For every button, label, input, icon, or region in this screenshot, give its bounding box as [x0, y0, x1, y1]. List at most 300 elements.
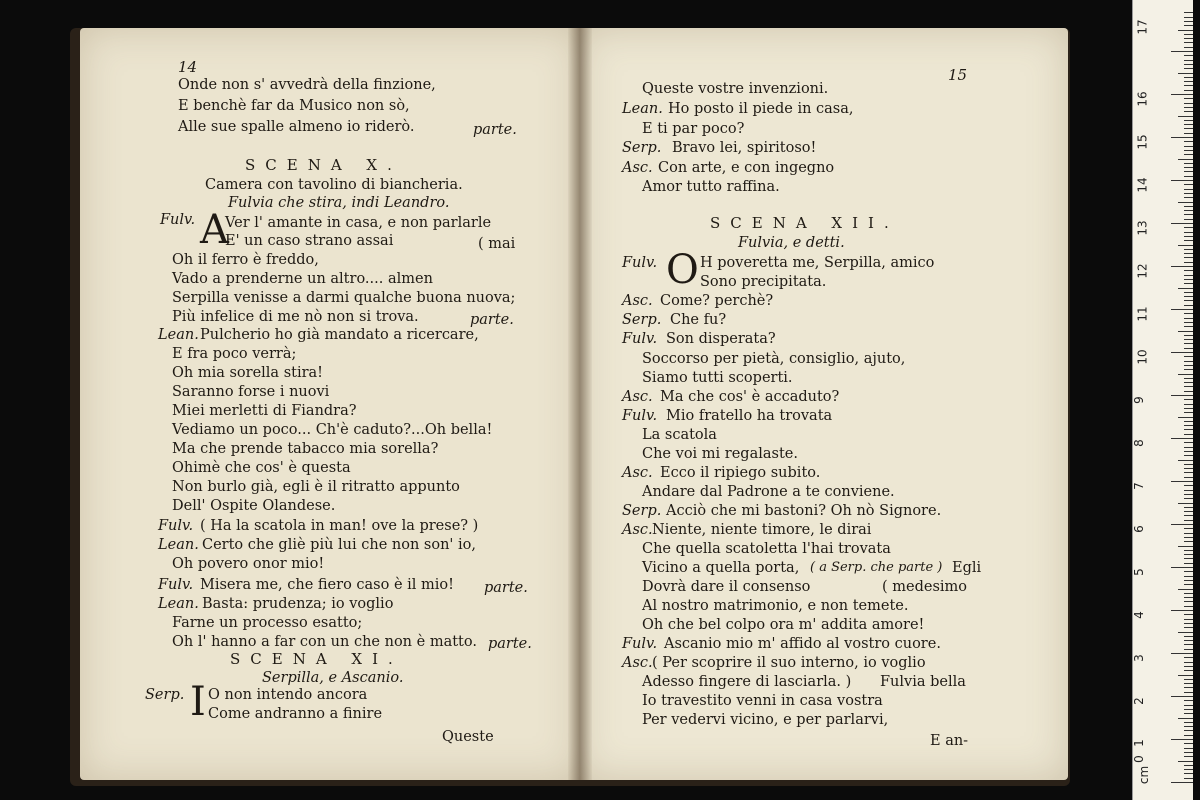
- ruler-tick: [1184, 34, 1193, 35]
- ruler-tick: [1184, 262, 1193, 263]
- text-line: Sono precipitata.: [700, 274, 827, 290]
- ruler-tick: [1184, 541, 1193, 542]
- stage-direction: ( a Serp. che parte ): [810, 560, 943, 575]
- ruler-tick: [1184, 17, 1193, 18]
- text-line: Alle sue spalle almeno io riderò.: [178, 119, 415, 135]
- ruler-tick: [1178, 589, 1193, 590]
- speaker-label: Serp.: [622, 140, 662, 156]
- ruler-tick: [1184, 318, 1193, 319]
- ruler-tick: [1184, 606, 1193, 607]
- ruler-tick: [1184, 498, 1193, 499]
- ruler-tick: [1184, 700, 1193, 701]
- ruler-tick: [1184, 305, 1193, 306]
- ruler-tick: [1184, 679, 1193, 680]
- left-page: [80, 28, 580, 780]
- text-line: Oh l' hanno a far con un che non è matto.: [172, 634, 477, 650]
- ruler-tick: [1184, 576, 1193, 577]
- drop-capital: A: [200, 207, 229, 253]
- ruler-tick: [1178, 546, 1193, 547]
- ruler-number: 13: [1135, 220, 1150, 236]
- drop-capital: I: [190, 679, 206, 725]
- ruler-tick: [1184, 477, 1193, 478]
- text-line: Siamo tutti scoperti.: [642, 370, 793, 386]
- text-line: Bravo lei, spiritoso!: [672, 140, 817, 156]
- ruler-tick: [1184, 399, 1193, 400]
- scene-characters: Fulvia, e detti.: [738, 235, 845, 251]
- scene-characters: Fulvia che stira, indi Leandro.: [228, 195, 450, 211]
- text-line: Ver l' amante in casa, e non parlarle: [225, 215, 492, 231]
- text-line: Misera me, che fiero caso è il mio!: [200, 577, 454, 593]
- ruler-tick: [1184, 404, 1193, 405]
- ruler-tick: [1184, 163, 1193, 164]
- ruler-tick: [1184, 528, 1193, 529]
- ruler-tick: [1184, 464, 1193, 465]
- ruler-tick: [1171, 610, 1193, 611]
- ruler-tick: [1184, 257, 1193, 258]
- text-line: E' un caso strano assai: [225, 233, 394, 249]
- ruler-tick: [1184, 154, 1193, 155]
- ruler-tick: [1184, 442, 1193, 443]
- text-line: Saranno forse i nuovi: [172, 384, 330, 400]
- ruler-tick: [1184, 210, 1193, 211]
- text-line: Più infelice di me nò non si trova.: [172, 309, 419, 325]
- ruler-tick: [1171, 51, 1193, 52]
- ruler-tick: [1184, 515, 1193, 516]
- ruler-tick: [1184, 584, 1193, 585]
- ruler-tick: [1184, 339, 1193, 340]
- ruler-tick: [1178, 30, 1193, 31]
- ruler-tick: [1184, 748, 1193, 749]
- ruler-tick: [1171, 137, 1193, 138]
- ruler-tick: [1178, 374, 1193, 375]
- speaker-label: Fulv.: [622, 636, 658, 652]
- stage-direction: parte.: [488, 636, 532, 652]
- text-line: ( mai: [478, 236, 516, 252]
- ruler-tick: [1184, 270, 1193, 271]
- ruler-tick: [1184, 520, 1193, 521]
- ruler-tick: [1184, 550, 1193, 551]
- speaker-label: Asc.: [622, 655, 653, 671]
- ruler-tick: [1184, 627, 1193, 628]
- text-line: Come? perchè?: [660, 293, 774, 309]
- ruler-tick: [1184, 773, 1193, 774]
- ruler-tick: [1184, 752, 1193, 753]
- text-line: Andare dal Padrone a te conviene.: [642, 484, 895, 500]
- ruler-tick: [1184, 623, 1193, 624]
- text-line: Con arte, e con ingegno: [658, 160, 835, 176]
- text-line: Ohimè che cos' è questa: [172, 460, 351, 476]
- text-line: Oh mia sorella stira!: [172, 365, 323, 381]
- text-line: Al nostro matrimonio, e non temete.: [642, 598, 909, 614]
- ruler-number: 15: [1135, 134, 1150, 150]
- catchword: Queste: [442, 729, 494, 745]
- ruler-tick: [1184, 485, 1193, 486]
- ruler-tick: [1184, 146, 1193, 147]
- ruler-number: 17: [1135, 19, 1150, 35]
- ruler-tick: [1184, 455, 1193, 456]
- text-line: Ma che prende tabacco mia sorella?: [172, 441, 439, 457]
- text-line: Vediamo un poco... Ch'è caduto?...Oh bella!: [172, 422, 493, 438]
- ruler-tick: [1178, 761, 1193, 762]
- scene-heading: SCENA XI.: [230, 650, 403, 668]
- ruler-tick: [1184, 601, 1193, 602]
- ruler-tick: [1171, 180, 1193, 181]
- ruler-tick: [1171, 94, 1193, 95]
- ruler-tick: [1178, 73, 1193, 74]
- text-line: Adesso fingere di lasciarla. ): [642, 674, 852, 690]
- ruler-tick: [1184, 21, 1193, 22]
- speaker-label: Lean.: [158, 596, 199, 612]
- scene-heading: SCENA X.: [245, 156, 402, 174]
- ruler-tick: [1184, 227, 1193, 228]
- text-line: Ecco il ripiego subito.: [660, 465, 821, 481]
- speaker-label: Asc.: [622, 465, 653, 481]
- ruler-tick: [1184, 391, 1193, 392]
- speaker-label: Fulv.: [160, 212, 196, 228]
- ruler-tick: [1184, 468, 1193, 469]
- ruler-tick: [1171, 395, 1193, 396]
- ruler-tick: [1184, 593, 1193, 594]
- ruler-tick: [1184, 386, 1193, 387]
- ruler-number: 3: [1131, 654, 1146, 662]
- ruler-tick: [1178, 288, 1193, 289]
- ruler-tick: [1184, 12, 1193, 13]
- ruler-tick: [1184, 193, 1193, 194]
- ruler-tick: [1171, 223, 1193, 224]
- ruler-tick: [1184, 765, 1193, 766]
- ruler-number: 16: [1135, 91, 1150, 107]
- text-line: Miei merletti di Fiandra?: [172, 403, 357, 419]
- ruler-tick: [1184, 713, 1193, 714]
- ruler-tick: [1184, 683, 1193, 684]
- ruler-tick: [1184, 597, 1193, 598]
- ruler-number: 5: [1131, 568, 1146, 576]
- text-line: Ma che cos' è accaduto?: [660, 389, 840, 405]
- ruler-tick: [1178, 675, 1193, 676]
- ruler-tick: [1184, 103, 1193, 104]
- speaker-label: Serp.: [145, 687, 185, 703]
- ruler-tick: [1178, 632, 1193, 633]
- speaker-label: Lean.: [158, 537, 199, 553]
- ruler-number: 14: [1135, 177, 1150, 193]
- ruler-tick: [1184, 111, 1193, 112]
- ruler-tick: [1184, 722, 1193, 723]
- ruler-tick: [1184, 451, 1193, 452]
- ruler-tick: [1184, 533, 1193, 534]
- ruler-tick: [1184, 507, 1193, 508]
- text-line: Come andranno a finire: [208, 706, 383, 722]
- ruler-tick: [1178, 202, 1193, 203]
- speaker-label: Lean.: [622, 101, 663, 117]
- scene-heading: SCENA XII.: [710, 214, 899, 232]
- ruler-tick: [1184, 275, 1193, 276]
- ruler-tick: [1184, 735, 1193, 736]
- ruler-tick: [1184, 300, 1193, 301]
- ruler-tick: [1178, 460, 1193, 461]
- ruler-tick: [1184, 141, 1193, 142]
- speaker-label: Fulv.: [622, 255, 658, 271]
- ruler-tick: [1184, 85, 1193, 86]
- ruler-unit-label: cm: [1137, 765, 1152, 785]
- ruler-tick: [1171, 524, 1193, 525]
- ruler-tick: [1184, 563, 1193, 564]
- text-line: Oh povero onor mio!: [172, 556, 325, 572]
- text-line: E benchè far da Musico non sò,: [178, 98, 410, 114]
- ruler-tick: [1171, 352, 1193, 353]
- text-line: Vicino a quella porta,: [642, 560, 800, 576]
- ruler-tick: [1184, 408, 1193, 409]
- ruler-tick: [1184, 619, 1193, 620]
- ruler-tick: [1184, 361, 1193, 362]
- text-line: O non intendo ancora: [208, 687, 368, 703]
- book-gutter: [568, 28, 592, 780]
- text-line: Amor tutto raffina.: [642, 179, 780, 195]
- ruler-tick: [1184, 705, 1193, 706]
- ruler-tick: [1184, 640, 1193, 641]
- speaker-label: Fulv.: [622, 408, 658, 424]
- ruler-tick: [1184, 412, 1193, 413]
- catchword: E an-: [930, 733, 969, 749]
- text-line: ( medesimo: [882, 579, 968, 595]
- scene-characters: Serpilla, e Ascanio.: [262, 670, 404, 686]
- stage-direction: parte.: [470, 312, 514, 328]
- text-line: Che fu?: [670, 312, 727, 328]
- ruler-tick: [1184, 120, 1193, 121]
- ruler-tick: [1171, 266, 1193, 267]
- ruler-tick: [1171, 567, 1193, 568]
- ruler-tick: [1184, 249, 1193, 250]
- ruler-tick: [1184, 537, 1193, 538]
- ruler-tick: [1184, 369, 1193, 370]
- ruler-tick: [1178, 331, 1193, 332]
- text-line: Pulcherio ho già mandato a ricercare,: [200, 327, 479, 343]
- ruler-number: 2: [1131, 697, 1146, 705]
- ruler-tick: [1171, 653, 1193, 654]
- ruler-tick: [1184, 614, 1193, 615]
- text-line: Ho posto il piede in casa,: [668, 101, 854, 117]
- ruler-tick: [1184, 447, 1193, 448]
- ruler-tick: [1184, 184, 1193, 185]
- text-line: Son disperata?: [666, 331, 776, 347]
- ruler-number: 4: [1131, 611, 1146, 619]
- ruler-tick: [1184, 25, 1193, 26]
- ruler-tick: [1184, 77, 1193, 78]
- ruler-tick: [1184, 756, 1193, 757]
- ruler-tick: [1184, 279, 1193, 280]
- ruler-tick: [1178, 718, 1193, 719]
- text-line: Per vedervi vicino, e per parlarvi,: [642, 712, 889, 728]
- ruler-tick: [1178, 503, 1193, 504]
- measurement-ruler: [1132, 0, 1193, 800]
- ruler-tick: [1184, 571, 1193, 572]
- ruler-number: 8: [1131, 439, 1146, 447]
- ruler-tick: [1171, 481, 1193, 482]
- ruler-tick: [1184, 133, 1193, 134]
- ruler-tick: [1184, 55, 1193, 56]
- ruler-tick: [1184, 189, 1193, 190]
- ruler-tick: [1184, 657, 1193, 658]
- ruler-tick: [1184, 378, 1193, 379]
- text-line: ( Ha la scatola in man! ove la prese? ): [200, 518, 479, 534]
- ruler-tick: [1171, 782, 1193, 783]
- ruler-number: 12: [1135, 263, 1150, 279]
- ruler-tick: [1184, 769, 1193, 770]
- ruler-tick: [1184, 128, 1193, 129]
- text-line: Che quella scatoletta l'hai trovata: [642, 541, 891, 557]
- speaker-label: Asc.: [622, 293, 653, 309]
- ruler-tick: [1184, 236, 1193, 237]
- ruler-number: 0: [1131, 755, 1146, 763]
- ruler-tick: [1184, 726, 1193, 727]
- ruler-tick: [1184, 335, 1193, 336]
- ruler-tick: [1184, 421, 1193, 422]
- ruler-tick: [1184, 81, 1193, 82]
- text-line: Farne un processo esatto;: [172, 615, 363, 631]
- ruler-tick: [1184, 743, 1193, 744]
- ruler-number: 11: [1135, 306, 1150, 322]
- text-line: Niente, niente timore, le dirai: [652, 522, 872, 538]
- ruler-tick: [1184, 670, 1193, 671]
- text-line: Che voi mi regalaste.: [642, 446, 798, 462]
- ruler-tick: [1184, 60, 1193, 61]
- text-line: La scatola: [642, 427, 717, 443]
- ruler-tick: [1171, 696, 1193, 697]
- ruler-tick: [1184, 382, 1193, 383]
- ruler-tick: [1184, 348, 1193, 349]
- text-line: Oh che bel colpo ora m' addita amore!: [642, 617, 925, 633]
- ruler-tick: [1184, 38, 1193, 39]
- ruler-tick: [1184, 176, 1193, 177]
- text-line: Certo che gliè più lui che non son' io,: [202, 537, 477, 553]
- ruler-tick: [1184, 219, 1193, 220]
- ruler-tick: [1184, 47, 1193, 48]
- ruler-tick: [1184, 197, 1193, 198]
- ruler-tick: [1184, 240, 1193, 241]
- ruler-number: 7: [1131, 482, 1146, 490]
- ruler-tick: [1184, 554, 1193, 555]
- ruler-number: 6: [1131, 525, 1146, 533]
- speaker-label: Asc.: [622, 160, 653, 176]
- ruler-tick: [1178, 245, 1193, 246]
- drop-capital: O: [666, 247, 699, 293]
- ruler-tick: [1184, 343, 1193, 344]
- text-line: Basta: prudenza; io voglio: [202, 596, 394, 612]
- ruler-tick: [1184, 107, 1193, 108]
- ruler-tick: [1184, 434, 1193, 435]
- text-line: Oh il ferro è freddo,: [172, 252, 319, 268]
- ruler-number: 1: [1131, 739, 1146, 747]
- text-line: Soccorso per pietà, consiglio, ajuto,: [642, 351, 906, 367]
- ruler-tick: [1184, 214, 1193, 215]
- text-line: Vado a prenderne un altro.... almen: [172, 271, 433, 287]
- ruler-tick: [1184, 322, 1193, 323]
- ruler-tick: [1184, 90, 1193, 91]
- text-line: Ascanio mio m' affido al vostro cuore.: [664, 636, 941, 652]
- ruler-tick: [1184, 666, 1193, 667]
- ruler-tick: [1184, 253, 1193, 254]
- ruler-tick: [1178, 417, 1193, 418]
- ruler-tick: [1184, 730, 1193, 731]
- ruler-tick: [1184, 472, 1193, 473]
- stage-direction: parte.: [473, 122, 517, 138]
- ruler-tick: [1184, 644, 1193, 645]
- text-line: ( Per scoprire il suo interno, io voglio: [652, 655, 926, 671]
- text-line: Io travestito venni in casa vostra: [642, 693, 883, 709]
- text-line: E fra poco verrà;: [172, 346, 297, 362]
- text-line: Egli: [952, 560, 982, 576]
- text-line: Dovrà dare il consenso: [642, 579, 811, 595]
- ruler-tick: [1184, 692, 1193, 693]
- text-line: E ti par poco?: [642, 121, 745, 137]
- ruler-tick: [1184, 709, 1193, 710]
- ruler-tick: [1184, 649, 1193, 650]
- ruler-tick: [1184, 511, 1193, 512]
- text-line: Dell' Ospite Olandese.: [172, 498, 336, 514]
- ruler-tick: [1184, 326, 1193, 327]
- ruler-tick: [1184, 687, 1193, 688]
- speaker-label: Serp.: [622, 503, 662, 519]
- ruler-tick: [1184, 232, 1193, 233]
- ruler-number: 9: [1131, 396, 1146, 404]
- ruler-tick: [1184, 206, 1193, 207]
- ruler-tick: [1184, 429, 1193, 430]
- ruler-tick: [1184, 580, 1193, 581]
- speaker-label: Fulv.: [158, 577, 194, 593]
- ruler-tick: [1184, 778, 1193, 779]
- text-line: Serpilla venisse a darmi qualche buona nuova;: [172, 290, 516, 306]
- ruler-tick: [1171, 309, 1193, 310]
- page-number-right: 15: [948, 66, 968, 84]
- ruler-tick: [1178, 116, 1193, 117]
- page-number-left: 14: [178, 58, 198, 76]
- ruler-tick: [1184, 425, 1193, 426]
- speaker-label: Lean.: [158, 327, 199, 343]
- ruler-tick: [1184, 558, 1193, 559]
- ruler-tick: [1184, 64, 1193, 65]
- ruler-tick: [1178, 159, 1193, 160]
- ruler-tick: [1171, 438, 1193, 439]
- ruler-tick: [1184, 167, 1193, 168]
- speaker-label: Asc.: [622, 522, 653, 538]
- ruler-tick: [1184, 68, 1193, 69]
- speaker-label: Asc.: [622, 389, 653, 405]
- speaker-label: Serp.: [622, 312, 662, 328]
- ruler-tick: [1184, 124, 1193, 125]
- text-line: Mio fratello ha trovata: [666, 408, 833, 424]
- text-line: Queste vostre invenzioni.: [642, 81, 829, 97]
- text-line: Acciò che mi bastoni? Oh nò Signore.: [666, 503, 942, 519]
- ruler-tick: [1171, 739, 1193, 740]
- speaker-label: Fulv.: [158, 518, 194, 534]
- ruler-tick: [1184, 150, 1193, 151]
- text-line: Onde non s' avvedrà della finzione,: [178, 77, 436, 93]
- ruler-tick: [1184, 42, 1193, 43]
- ruler-tick: [1184, 98, 1193, 99]
- ruler-tick: [1184, 313, 1193, 314]
- ruler-tick: [1184, 292, 1193, 293]
- stage-direction: parte.: [484, 580, 528, 596]
- ruler-tick: [1184, 283, 1193, 284]
- text-line: H poveretta me, Serpilla, amico: [700, 255, 935, 271]
- ruler-tick: [1184, 296, 1193, 297]
- right-page: [580, 28, 1068, 780]
- speaker-label: Fulv.: [622, 331, 658, 347]
- ruler-tick: [1184, 356, 1193, 357]
- scene-setting: Camera con tavolino di biancheria.: [205, 177, 463, 193]
- ruler-tick: [1184, 171, 1193, 172]
- text-line: Non burlo già, egli è il ritratto appunto: [172, 479, 460, 495]
- text-line: Fulvia bella: [880, 674, 966, 690]
